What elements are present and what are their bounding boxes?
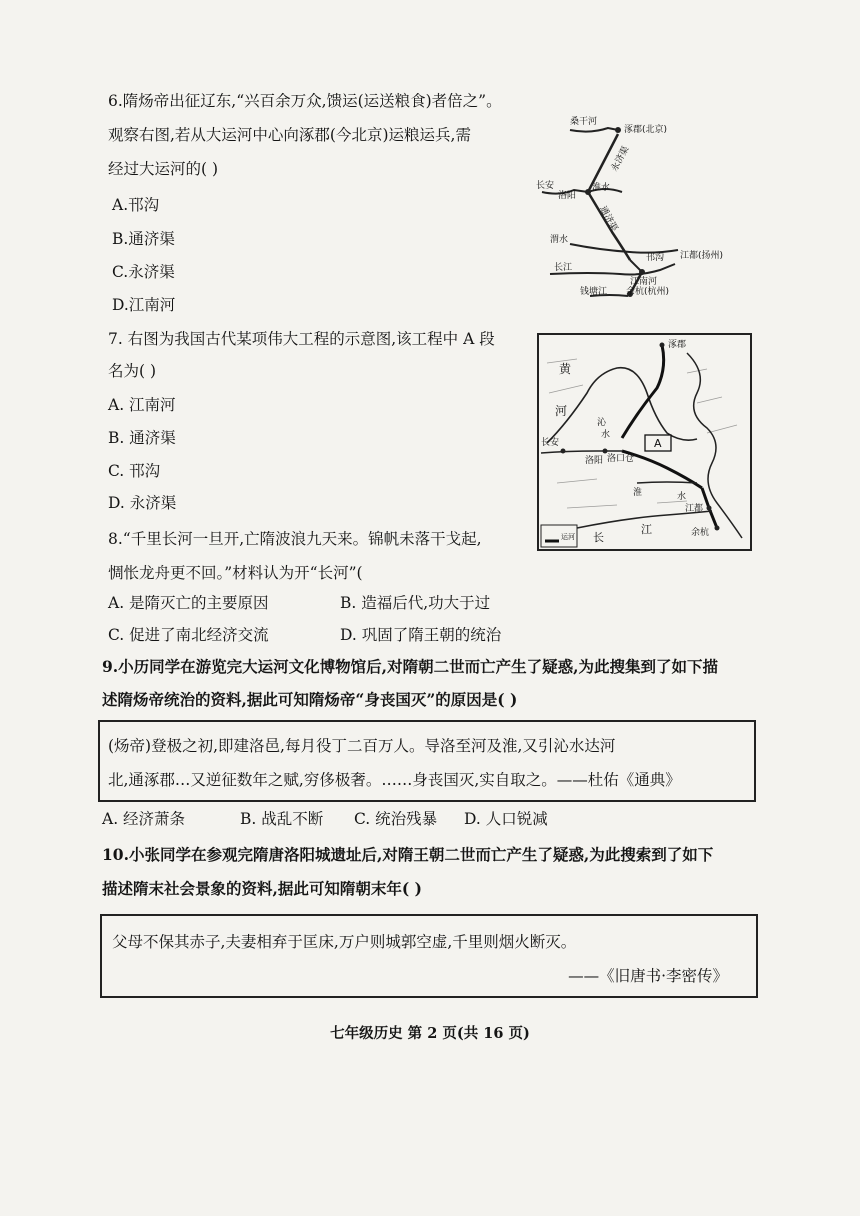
q8-option-c[interactable]: C. 促进了南北经济交流 xyxy=(108,626,269,644)
q9-stem-line1: 9.小历同学在游览完大运河文化博物馆后,对隋朝二世而亡产生了疑惑,为此搜集到了如下描 xyxy=(102,657,718,676)
map1-label-zhuojun: 涿郡(北京) xyxy=(624,125,668,135)
map1-label-hangou: 邗沟 xyxy=(646,253,665,263)
q9-option-c[interactable]: C. 统治残暴 xyxy=(354,810,438,828)
q10-stem-line2: 描述隋末社会景象的资料,据此可知隋朝末年( ) xyxy=(102,879,422,898)
map1-label-changjiang: 长江 xyxy=(554,263,573,273)
map1-label-jiangdu: 江都(扬州) xyxy=(680,251,724,261)
map2-legend-label: 运河 xyxy=(561,533,575,541)
map2-label-shui2: 水 xyxy=(677,492,687,502)
map1-label-tongji: 通济渠 xyxy=(597,204,619,234)
map2-label-huai: 淮 xyxy=(633,488,643,498)
q8-option-a[interactable]: A. 是隋灭亡的主要原因 xyxy=(108,594,269,612)
map1-label-yongji: 永济渠 xyxy=(609,144,632,174)
page-footer: 七年级历史 第 2 页(共 16 页) xyxy=(330,1025,530,1042)
q9-stem-line2: 述隋炀帝统治的资料,据此可知隋炀帝“身丧国灭”的原因是( ) xyxy=(102,690,518,709)
map2-label-a: A xyxy=(654,437,662,450)
q6-option-b[interactable]: B.通济渠 xyxy=(112,230,175,248)
q7-option-d[interactable]: D. 永济渠 xyxy=(108,494,177,512)
map1-label-qiantang: 钱塘江 xyxy=(580,287,608,297)
q7-option-a[interactable]: A. 江南河 xyxy=(108,396,176,414)
q7-stem-line1: 7. 右图为我国古代某项伟大工程的示意图,该工程中 A 段 xyxy=(108,330,495,348)
map1-label-jiangnan: 江南河 xyxy=(630,277,658,287)
q9-quote-line1: (炀帝)登极之初,即建洛邑,每月役丁二百万人。导洛至河及淮,又引沁水达河 xyxy=(108,737,616,755)
q6-stem-line2: 观察右图,若从大运河中心向涿郡(今北京)运粮运兵,需 xyxy=(108,126,471,144)
map1-label-changan: 长安 xyxy=(536,181,555,191)
q8-option-d[interactable]: D. 巩固了隋王朝的统治 xyxy=(340,626,502,644)
q9-quote-line2: 北,通涿郡…又逆征数年之赋,穷侈极奢。……身丧国灭,实自取之。——杜佑《通典》 xyxy=(108,771,681,789)
q10-quote-box xyxy=(100,914,758,998)
map2-label-jiang: 江 xyxy=(641,523,652,536)
q9-option-b[interactable]: B. 战乱不断 xyxy=(240,810,324,828)
map2-label-yuhang: 余杭 xyxy=(691,528,710,538)
q8-option-b[interactable]: B. 造福后代,功大于过 xyxy=(340,594,491,612)
grand-canal-map-2 xyxy=(537,333,752,551)
map1-label-huaishui: 淮水 xyxy=(592,183,611,193)
map1-label-sanggan: 桑干河 xyxy=(570,117,598,127)
q10-quote-line2: ——《旧唐书·李密传》 xyxy=(568,967,728,985)
q9-option-a[interactable]: A. 经济萧条 xyxy=(102,810,186,828)
map2-label-shui: 水 xyxy=(601,430,611,440)
q6-stem-line3: 经过大运河的( ) xyxy=(108,160,219,178)
q7-option-b[interactable]: B. 通济渠 xyxy=(108,429,176,447)
map2-label-chang: 长 xyxy=(593,531,604,544)
map1-label-yuhang: 余杭(杭州) xyxy=(626,287,670,297)
map1-label-weishui: 渭水 xyxy=(550,235,569,245)
grand-canal-map xyxy=(530,112,775,307)
map2-label-luoyang: 洛阳 xyxy=(585,456,604,466)
map2-label-luokou: 洛口仓 xyxy=(607,454,635,464)
map2-label-huang: 黄 xyxy=(559,362,572,376)
q6-stem-line1: 6.隋炀帝出征辽东,“兴百余万众,馈运(运送粮食)者倍之”。 xyxy=(108,92,502,110)
q7-stem-line2: 名为( ) xyxy=(108,362,157,380)
q7-option-c[interactable]: C. 邗沟 xyxy=(108,462,161,480)
q6-option-d[interactable]: D.江南河 xyxy=(112,296,176,314)
map2-label-jiangdu: 江都 xyxy=(685,504,704,514)
q9-option-d[interactable]: D. 人口锐减 xyxy=(464,810,548,828)
q10-quote-line1: 父母不保其赤子,夫妻相弃于匡床,万户则城郭空虚,千里则烟火断灭。 xyxy=(112,933,577,951)
q8-stem-line2: 惆怅龙舟更不回。”材料认为开“长河”( xyxy=(108,564,363,582)
map2-label-he: 河 xyxy=(555,404,568,418)
q10-stem-line1: 10.小张同学在参观完隋唐洛阳城遗址后,对隋王朝二世而亡产生了疑惑,为此搜索到了如下 xyxy=(102,845,714,864)
map2-label-changan: 长安 xyxy=(541,438,560,448)
map1-label-luoyang: 洛阳 xyxy=(558,191,577,201)
q6-option-c[interactable]: C.永济渠 xyxy=(112,263,175,281)
q8-stem-line1: 8.“千里长河一旦开,亡隋波浪九天来。锦帆未落干戈起, xyxy=(108,530,482,548)
q9-quote-box xyxy=(98,720,756,802)
map2-label-qin: 沁 xyxy=(597,418,607,428)
map2-label-zhuojun: 涿郡 xyxy=(668,340,687,350)
q6-option-a[interactable]: A.邗沟 xyxy=(112,196,160,214)
